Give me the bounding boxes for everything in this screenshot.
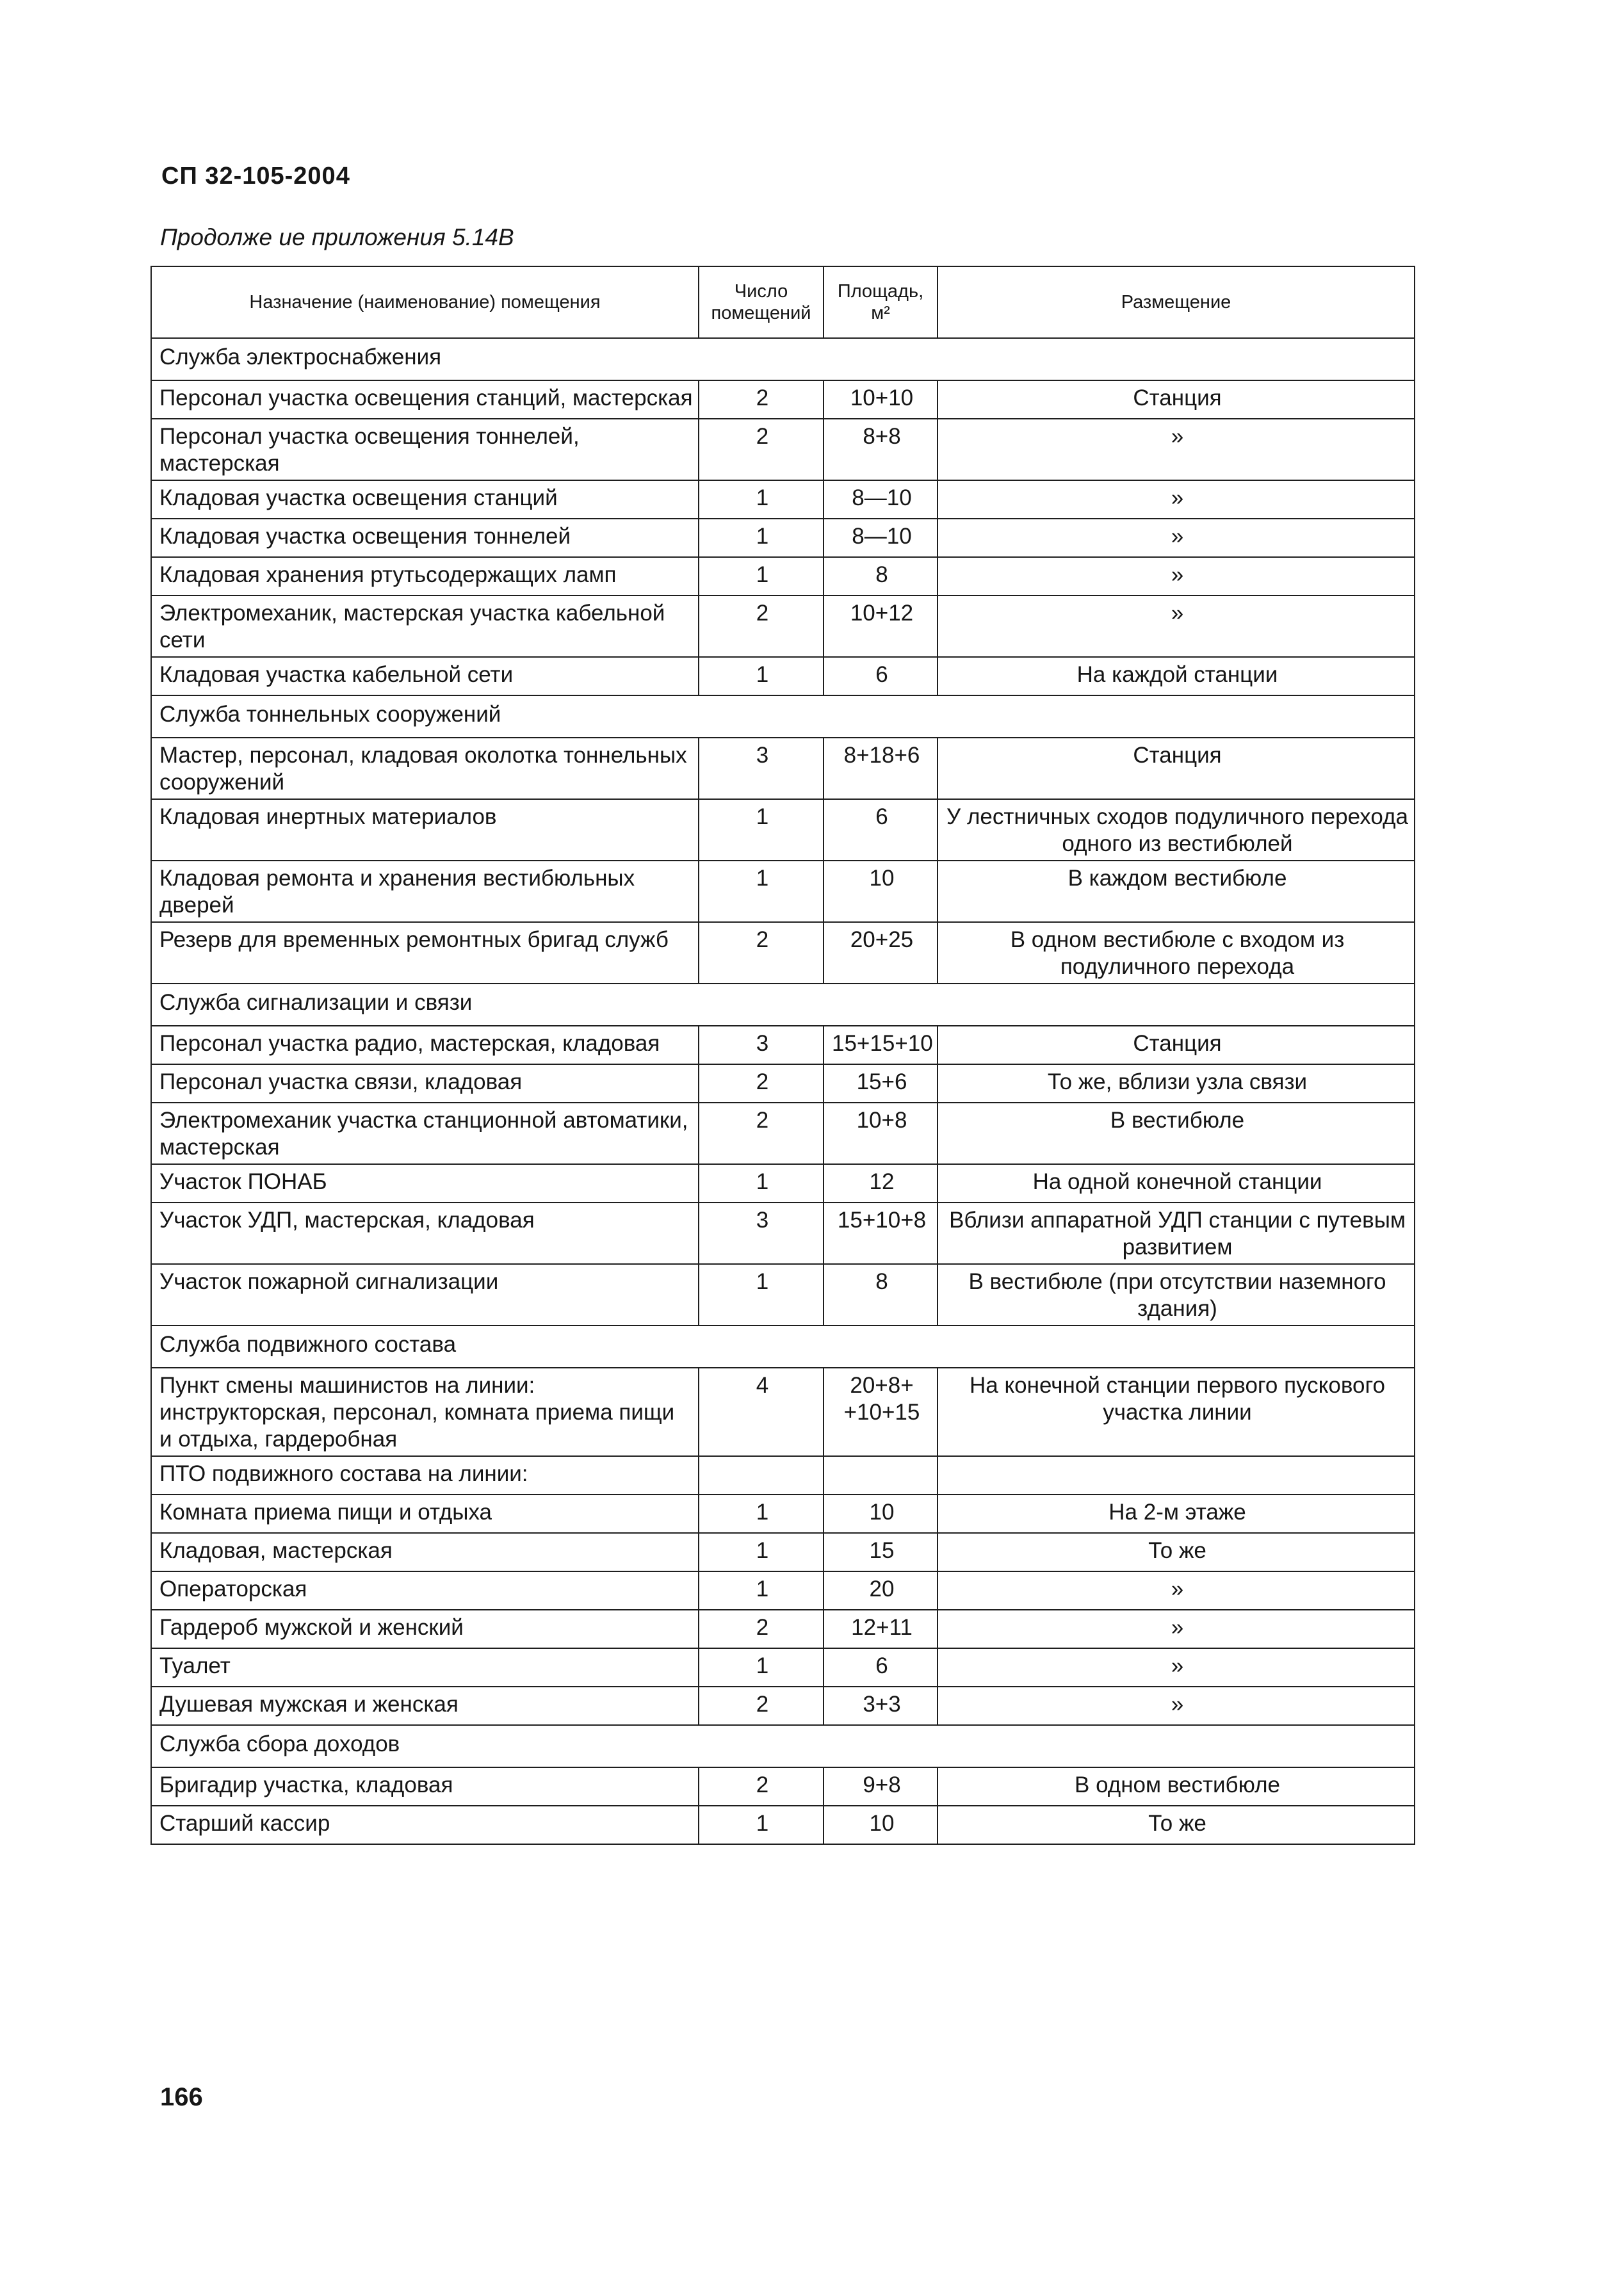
room-placement-cell: » bbox=[938, 419, 1415, 480]
room-name-cell: Операторская bbox=[151, 1571, 699, 1610]
table-row bbox=[151, 922, 1415, 984]
table-row bbox=[151, 1533, 1415, 1571]
room-name-cell: Кладовая ремонта и хранения вестибюльных дверей bbox=[151, 861, 699, 922]
room-name-cell: Персонал участка радио, мастерская, кладовая bbox=[151, 1026, 699, 1064]
room-name-cell: Электромеханик участка станционной автоматики, мастерская bbox=[151, 1103, 699, 1164]
column-header-area: Площадь, м² bbox=[824, 266, 938, 338]
section-title: Служба подвижного состава bbox=[151, 1326, 1415, 1368]
table-row bbox=[151, 1264, 1415, 1326]
room-area-cell: 12+11 bbox=[824, 1610, 938, 1648]
room-placement-cell: » bbox=[938, 1571, 1415, 1610]
room-count-cell: 1 bbox=[699, 1571, 824, 1610]
table-row bbox=[151, 1495, 1415, 1533]
room-placement-cell: В вестибюле (при отсутствии наземного здания) bbox=[938, 1264, 1415, 1326]
room-count-cell: 1 bbox=[699, 1164, 824, 1203]
table-row bbox=[151, 380, 1415, 419]
table-row bbox=[151, 480, 1415, 519]
room-name-cell: Кладовая хранения ртутьсодержащих ламп bbox=[151, 557, 699, 596]
room-count-cell: 3 bbox=[699, 738, 824, 799]
room-placement-cell: В вестибюле bbox=[938, 1103, 1415, 1164]
room-area-cell: 8+8 bbox=[824, 419, 938, 480]
table-row bbox=[151, 1806, 1415, 1844]
room-name-cell: Резерв для временных ремонтных бригад служб bbox=[151, 922, 699, 984]
room-count-cell: 1 bbox=[699, 1648, 824, 1687]
room-area-cell: 6 bbox=[824, 657, 938, 695]
table-row bbox=[151, 1026, 1415, 1064]
room-name-cell: Комната приема пищи и отдыха bbox=[151, 1495, 699, 1533]
room-placement-cell: У лестничных сходов подуличного перехода одного из вестибюлей bbox=[938, 799, 1415, 861]
room-name-cell: Участок пожарной сигнализации bbox=[151, 1264, 699, 1326]
room-placement-cell bbox=[938, 1456, 1415, 1495]
room-placement-cell: На одной конечной станции bbox=[938, 1164, 1415, 1203]
room-count-cell: 2 bbox=[699, 922, 824, 984]
room-placement-cell: » bbox=[938, 596, 1415, 657]
table-row bbox=[151, 596, 1415, 657]
table-row bbox=[151, 1064, 1415, 1103]
room-count-cell: 3 bbox=[699, 1026, 824, 1064]
room-count-cell: 1 bbox=[699, 1806, 824, 1844]
room-count-cell: 2 bbox=[699, 1767, 824, 1806]
table-row bbox=[151, 799, 1415, 861]
room-name-cell: Кладовая участка кабельной сети bbox=[151, 657, 699, 695]
room-area-cell: 20+8+ +10+15 bbox=[824, 1368, 938, 1456]
room-name-cell: Кладовая участка освещения станций bbox=[151, 480, 699, 519]
room-placement-cell: То же, вблизи узла связи bbox=[938, 1064, 1415, 1103]
room-name-cell: Кладовая участка освещения тоннелей bbox=[151, 519, 699, 557]
table-row bbox=[151, 1368, 1415, 1456]
room-placement-cell: Станция bbox=[938, 738, 1415, 799]
room-placement-cell: » bbox=[938, 1610, 1415, 1648]
table-row bbox=[151, 1571, 1415, 1610]
room-area-cell: 10 bbox=[824, 1495, 938, 1533]
table-row bbox=[151, 519, 1415, 557]
room-area-cell: 10+12 bbox=[824, 596, 938, 657]
room-placement-cell: Вблизи аппаратной УДП станции с путевым развитием bbox=[938, 1203, 1415, 1264]
room-area-cell: 15 bbox=[824, 1533, 938, 1571]
table-caption: Продолже ие приложения 5.14В bbox=[160, 224, 514, 250]
room-area-cell: 6 bbox=[824, 799, 938, 861]
room-area-cell: 12 bbox=[824, 1164, 938, 1203]
room-area-cell: 15+10+8 bbox=[824, 1203, 938, 1264]
column-header-count: Число помещений bbox=[699, 266, 824, 338]
room-count-cell: 2 bbox=[699, 419, 824, 480]
table-row bbox=[151, 1203, 1415, 1264]
table-body bbox=[151, 338, 1415, 1844]
room-area-cell: 8 bbox=[824, 1264, 938, 1326]
room-count-cell: 1 bbox=[699, 1264, 824, 1326]
room-name-cell: Персонал участка связи, кладовая bbox=[151, 1064, 699, 1103]
section-row bbox=[151, 338, 1415, 380]
room-name-cell: Пункт смены машинистов на линии: инструкторская, персонал, комната приема пищи и отдыха, гардеробная bbox=[151, 1368, 699, 1456]
room-placement-cell: На 2-м этаже bbox=[938, 1495, 1415, 1533]
section-title: Служба сбора доходов bbox=[151, 1725, 1415, 1767]
room-count-cell: 1 bbox=[699, 1533, 824, 1571]
column-header-name: Назначение (наименование) помещения bbox=[151, 266, 699, 338]
room-name-cell: Бригадир участка, кладовая bbox=[151, 1767, 699, 1806]
room-count-cell: 2 bbox=[699, 380, 824, 419]
table-row bbox=[151, 1103, 1415, 1164]
room-name-cell: Кладовая инертных материалов bbox=[151, 799, 699, 861]
room-count-cell: 3 bbox=[699, 1203, 824, 1264]
room-count-cell: 2 bbox=[699, 1103, 824, 1164]
room-count-cell: 1 bbox=[699, 519, 824, 557]
table-row bbox=[151, 657, 1415, 695]
room-name-cell: Участок УДП, мастерская, кладовая bbox=[151, 1203, 699, 1264]
room-name-cell: Старший кассир bbox=[151, 1806, 699, 1844]
table-row bbox=[151, 1648, 1415, 1687]
room-placement-cell: Станция bbox=[938, 1026, 1415, 1064]
room-count-cell: 1 bbox=[699, 1495, 824, 1533]
room-name-cell: Участок ПОНАБ bbox=[151, 1164, 699, 1203]
table-row bbox=[151, 1767, 1415, 1806]
room-area-cell: 8—10 bbox=[824, 480, 938, 519]
room-area-cell: 6 bbox=[824, 1648, 938, 1687]
room-placement-cell: На каждой станции bbox=[938, 657, 1415, 695]
room-placement-cell: » bbox=[938, 557, 1415, 596]
table-row bbox=[151, 1610, 1415, 1648]
table-row bbox=[151, 557, 1415, 596]
table-row bbox=[151, 1164, 1415, 1203]
room-count-cell: 1 bbox=[699, 557, 824, 596]
room-count-cell: 1 bbox=[699, 861, 824, 922]
room-name-cell: Душевая мужская и женская bbox=[151, 1687, 699, 1725]
room-count-cell: 2 bbox=[699, 1610, 824, 1648]
document-code: СП 32-105-2004 bbox=[161, 163, 350, 190]
room-area-cell: 8+18+6 bbox=[824, 738, 938, 799]
section-title: Служба электроснабжения bbox=[151, 338, 1415, 380]
room-placement-cell: » bbox=[938, 480, 1415, 519]
room-placement-cell: В одном вестибюле bbox=[938, 1767, 1415, 1806]
room-placement-cell: То же bbox=[938, 1533, 1415, 1571]
room-count-cell: 2 bbox=[699, 1687, 824, 1725]
room-count-cell: 4 bbox=[699, 1368, 824, 1456]
room-name-cell: ПТО подвижного состава на линии: bbox=[151, 1456, 699, 1495]
room-name-cell: Туалет bbox=[151, 1648, 699, 1687]
table-row bbox=[151, 1687, 1415, 1725]
room-area-cell: 8 bbox=[824, 557, 938, 596]
room-count-cell: 1 bbox=[699, 799, 824, 861]
room-placement-cell: » bbox=[938, 519, 1415, 557]
room-count-cell: 2 bbox=[699, 1064, 824, 1103]
room-count-cell: 1 bbox=[699, 480, 824, 519]
page-number: 166 bbox=[160, 2083, 203, 2111]
room-name-cell: Кладовая, мастерская bbox=[151, 1533, 699, 1571]
room-area-cell: 10+8 bbox=[824, 1103, 938, 1164]
room-area-cell: 15+15+10 bbox=[824, 1026, 938, 1064]
room-area-cell: 9+8 bbox=[824, 1767, 938, 1806]
table-row bbox=[151, 419, 1415, 480]
room-placement-cell: На конечной станции первого пускового участка линии bbox=[938, 1368, 1415, 1456]
table-header-row bbox=[151, 266, 1415, 338]
room-placement-cell: Станция bbox=[938, 380, 1415, 419]
section-row bbox=[151, 1725, 1415, 1767]
table-row bbox=[151, 738, 1415, 799]
room-placement-cell: То же bbox=[938, 1806, 1415, 1844]
room-placement-cell: В каждом вестибюле bbox=[938, 861, 1415, 922]
room-name-cell: Персонал участка освещения тоннелей, мастерская bbox=[151, 419, 699, 480]
section-title: Служба тоннельных сооружений bbox=[151, 695, 1415, 738]
column-header-placement: Размещение bbox=[938, 266, 1415, 338]
room-area-cell: 10 bbox=[824, 1806, 938, 1844]
section-row bbox=[151, 695, 1415, 738]
room-area-cell: 15+6 bbox=[824, 1064, 938, 1103]
table-row bbox=[151, 861, 1415, 922]
room-name-cell: Персонал участка освещения станций, мастерская bbox=[151, 380, 699, 419]
room-area-cell: 8—10 bbox=[824, 519, 938, 557]
room-area-cell bbox=[824, 1456, 938, 1495]
room-placement-cell: » bbox=[938, 1687, 1415, 1725]
room-name-cell: Гардероб мужской и женский bbox=[151, 1610, 699, 1648]
room-count-cell bbox=[699, 1456, 824, 1495]
room-count-cell: 1 bbox=[699, 657, 824, 695]
room-area-cell: 20 bbox=[824, 1571, 938, 1610]
section-row bbox=[151, 1326, 1415, 1368]
room-area-cell: 20+25 bbox=[824, 922, 938, 984]
room-name-cell: Электромеханик, мастерская участка кабельной сети bbox=[151, 596, 699, 657]
room-area-cell: 10+10 bbox=[824, 380, 938, 419]
room-count-cell: 2 bbox=[699, 596, 824, 657]
section-title: Служба сигнализации и связи bbox=[151, 984, 1415, 1026]
table-row bbox=[151, 1456, 1415, 1495]
room-name-cell: Мастер, персонал, кладовая околотка тоннельных сооружений bbox=[151, 738, 699, 799]
room-area-cell: 3+3 bbox=[824, 1687, 938, 1725]
section-row bbox=[151, 984, 1415, 1026]
rooms-table bbox=[150, 266, 1415, 1845]
room-placement-cell: » bbox=[938, 1648, 1415, 1687]
room-placement-cell: В одном вестибюле с входом из подуличного перехода bbox=[938, 922, 1415, 984]
room-area-cell: 10 bbox=[824, 861, 938, 922]
